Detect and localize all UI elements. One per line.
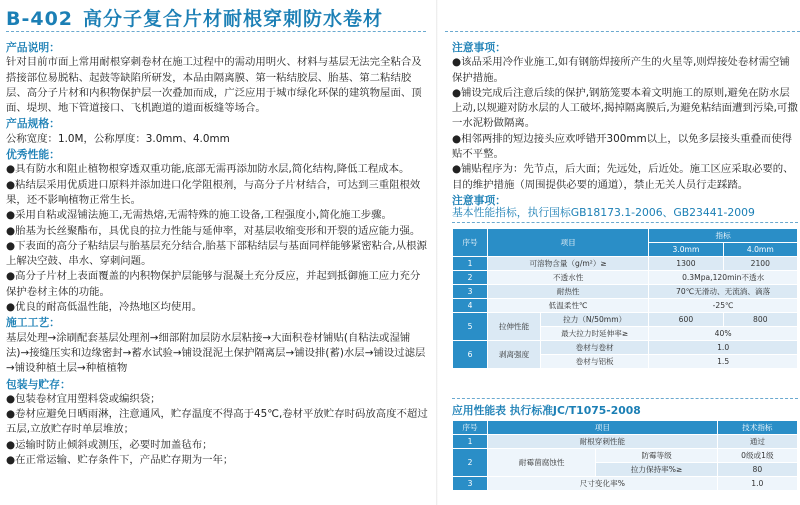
t2-header-index: 技术指标	[717, 421, 797, 435]
adv-item: ●优良的耐高低温性能，冷热地区均使用。	[6, 301, 203, 314]
table-cell: 6	[453, 341, 488, 369]
table-cell: 拉力（N/50mm）	[541, 313, 649, 327]
table-cell: 1	[453, 435, 488, 449]
table-cell: 耐热性	[488, 285, 649, 299]
table-row	[453, 341, 798, 355]
t1-header-no: 序号	[453, 229, 488, 257]
pack-item: ●卷材应避免日晒雨淋，注意通风，贮存温度不得高于45℃,卷材平放贮存时码放高度不超过五层,立放贮存时单层堆放；	[6, 408, 428, 436]
table-cell: 耐霉菌腐蚀性	[488, 449, 596, 477]
page-fold	[436, 0, 438, 505]
table-cell: 0级或1级	[717, 449, 797, 463]
desc-heading: 产品说明：	[6, 41, 60, 54]
table-cell: 1.0	[717, 477, 797, 491]
basic-performance-table	[452, 228, 798, 369]
table-cell: 1	[453, 257, 488, 271]
application-performance-title: 应用性能表 执行标准JC/T1075-2008	[452, 404, 641, 417]
table-cell: 1300	[649, 257, 723, 271]
table-row	[453, 285, 798, 299]
note-item: ●铺设完成后注意后续的保护,钢筋笼要本着文明施工的原则,避免在防水层上动,以规避对防水层的人工破坏,揭掉隔离膜后,为避免粘结面遭到污染,可撒一水泥粉做隔离。	[452, 86, 798, 130]
basic-performance-title: 基本性能指标，执行国标GB18173.1-2006、GB23441-2009	[452, 206, 755, 219]
t1-header-4mm: 4.0mm	[723, 243, 797, 257]
table-cell: 卷材与铝板	[541, 355, 649, 369]
table-cell: 低温柔性℃	[488, 299, 649, 313]
adv-item: ●下表面的高分子粘结层与胎基层充分结合,胎基下部粘结层与基面同样能够紧密粘合,从根源上解决空鼓、串水、穿刺问题。	[6, 239, 427, 268]
table-cell: 2	[453, 271, 488, 285]
table-row	[453, 257, 798, 271]
table-cell: 3	[453, 477, 488, 491]
adv-item: ●粘结层采用优质进口原料并添加进口化学阻根剂，与高分子片材结合，可达到三重阻根效果，还不影响植物正常生长。	[6, 178, 421, 206]
t1-header-3mm: 3.0mm	[649, 243, 723, 257]
table-row	[453, 299, 798, 313]
table-cell: 剥离强度	[488, 341, 541, 369]
table-cell: 0.3Mpa,120min不透水	[649, 271, 798, 285]
adv-item: ●具有防水和阻止植物根穿透双重功能,底部无需再添加防水层,简化结构,降低工程成本。	[6, 163, 410, 176]
pack-item: ●在正常运输、贮存条件下，产品贮存期为一年；	[6, 454, 234, 467]
table-cell: 1.0	[649, 341, 798, 355]
table-separator	[452, 398, 798, 400]
left-column	[6, 40, 428, 468]
right-top-rule	[445, 31, 800, 33]
table-row	[453, 449, 798, 463]
table-cell: 最大拉力时延伸率≥	[541, 327, 649, 341]
table-row	[453, 477, 798, 491]
t1-header-index: 指标	[649, 229, 798, 243]
table-cell: 2	[453, 449, 488, 477]
table-cell: 40%	[649, 327, 798, 341]
spec-text: 公称宽度：1.0M，公称厚度：3.0mm、4.0mm	[6, 132, 230, 145]
table-row	[453, 435, 798, 449]
adv-item: ●采用自粘或湿铺法施工,无需热熔,无需特殊的施工设备,工程强度小,简化施工步骤。	[6, 209, 392, 222]
table-cell: 耐根穿刺性能	[488, 435, 718, 449]
note-item: ●该品采用冷作业施工,如有钢筋焊接所产生的火星等,则焊接处卷材需空铺保护措施。	[452, 56, 790, 84]
spec-heading: 产品规格：	[6, 117, 60, 131]
t2-header-item: 项目	[488, 421, 718, 435]
method-heading: 施工工艺：	[6, 316, 60, 330]
table-cell: 5	[453, 313, 488, 341]
product-code: B-402	[6, 8, 74, 30]
table-cell: 2100	[723, 257, 797, 271]
table-cell: 可溶物含量（g/m²）≥	[488, 257, 649, 271]
page-title	[6, 4, 383, 31]
table-cell: 4	[453, 299, 488, 313]
table-cell: 防霉等级	[596, 449, 717, 463]
table-cell: 80	[717, 463, 797, 477]
table-cell: 3	[453, 285, 488, 299]
note-item: ●铺贴程序为：先节点，后大面；先远处，后近处。施工区应采取必要的、目的维护措施（周围提供必要的通道），禁止无关人员行走踩踏。	[452, 163, 794, 191]
adv-item: ●胎基为长丝聚酯布，具优良的拉力性能与延伸率，对基层收缩变形和开裂的适应能力强。	[6, 224, 421, 237]
t2-header-no: 序号	[453, 421, 488, 435]
table-cell: 70℃无滑动、无流淌、滴落	[649, 285, 798, 299]
product-name: 高分子复合片材耐根穿刺防水卷材	[83, 8, 384, 30]
table-cell: 1.5	[649, 355, 798, 369]
notes2-heading: 注意事项：	[452, 193, 506, 207]
pack-heading: 包装与贮存：	[6, 377, 71, 391]
table-cell: 通过	[717, 435, 797, 449]
table-cell: 拉伸性能	[488, 313, 541, 341]
table-row	[453, 313, 798, 327]
title-underline	[6, 31, 426, 33]
table-row	[453, 271, 798, 285]
table-cell: 800	[723, 313, 797, 327]
right-column	[452, 40, 798, 208]
table-cell: 尺寸变化率%	[488, 477, 718, 491]
basic-title-rule	[452, 222, 798, 224]
pack-item: ●包装卷材宜用塑料袋或编织袋；	[6, 392, 161, 405]
notes-heading: 注意事项：	[452, 41, 506, 54]
t1-header-item: 项目	[488, 229, 649, 257]
pack-item: ●运输时防止倾斜或测压，必要时加盖毡布；	[6, 438, 213, 451]
table-cell: -25℃	[649, 299, 798, 313]
adv-heading: 优秀性能：	[6, 148, 60, 162]
note-item: ●相邻两排的短边接头应欢呼错开300mm以上，以免多层接头重叠而使得贴不平整。	[452, 132, 793, 161]
table-cell: 卷材与卷材	[541, 341, 649, 355]
desc-text: 针对目前市面上常用耐根穿刺卷材在施工过程中的需动用明火、材料与基层无法完全粘合及搭接部位易脱粘、起鼓等缺陷所研发，本品由隔离膜、第一粘结胶层、胎基、第二粘结胶层、高分子片材和内积物保护层一次叠加而成，广泛应用于城市绿化环保的建筑物屋面、顶面、堤坝、地下管道接口、飞机跑道的道面板缝等场合。	[6, 56, 422, 115]
table-cell: 600	[649, 313, 723, 327]
adv-item: ●高分子片材上表面覆盖的内积物保护层能够与混凝土充分反应，并起到抵御施工应力充分保护卷材主体的功能。	[6, 270, 421, 298]
table-cell: 拉力保持率%≥	[596, 463, 717, 477]
table-cell: 不透水性	[488, 271, 649, 285]
application-performance-table	[452, 420, 798, 491]
method-text: 基层处理→涂刷配套基层处理剂→细部附加层防水层粘接→大面积卷材铺贴(自粘法或湿铺法)→接缝压实和边缘密封→蓄水试验→铺设混泥土保护隔离层→铺设排(蓄)水层→铺设过滤层→铺设种植土层→种植植物	[6, 331, 426, 375]
